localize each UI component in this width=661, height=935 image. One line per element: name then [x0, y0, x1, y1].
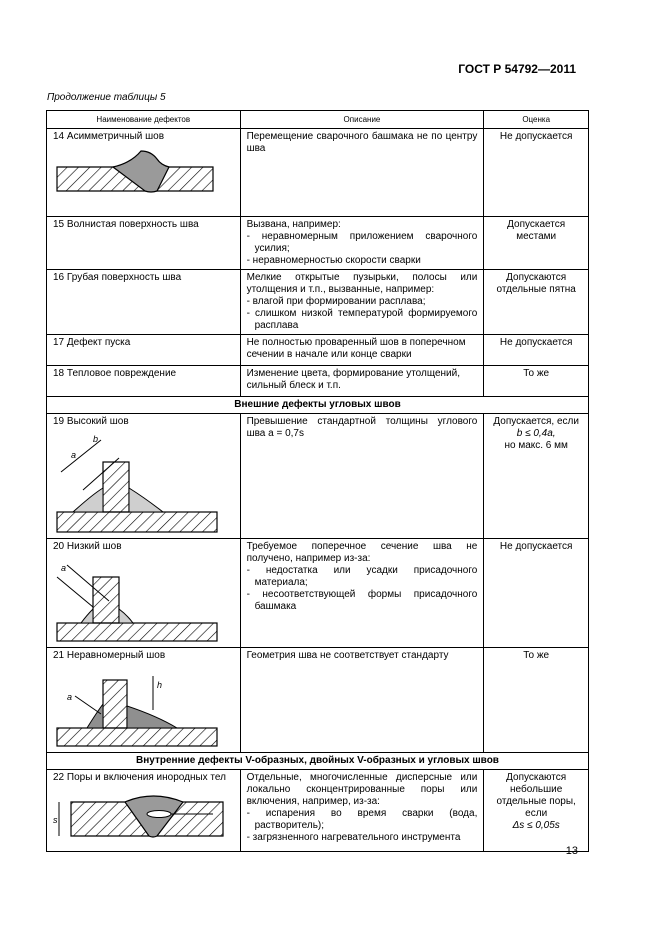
page-number: 13: [565, 845, 578, 857]
defect-description: Превышение стандартной толщины углового шва a = 0,7s: [246, 416, 478, 439]
dimension-line: [57, 577, 93, 607]
defect-evaluation-cell: [484, 648, 589, 753]
defect-name: 19 Высокий шов: [53, 416, 129, 427]
description-item: - влагой при формировании расплава;: [246, 296, 426, 307]
table-row: [47, 770, 589, 852]
defect-evaluation: но макс. 6 мм: [504, 440, 568, 451]
defect-evaluation-cell: [484, 270, 589, 335]
defect-name: 17 Дефект пуска: [53, 337, 131, 348]
description-list: [247, 296, 478, 332]
defect-evaluation: Не допускается: [499, 541, 573, 552]
base-plate: [57, 623, 217, 641]
defect-name-cell: [47, 414, 241, 539]
defect-evaluation-cell: [484, 129, 589, 217]
section-title: Внутренние дефекты V-образных, двойных V-образных и угловых швов: [47, 753, 589, 770]
table-row: [47, 129, 589, 217]
defect-name: 16 Грубая поверхность шва: [53, 272, 182, 283]
table-header-row: [47, 111, 589, 129]
defect-evaluation-cell: [484, 414, 589, 539]
table-row: [47, 648, 589, 753]
defect-description-cell: [240, 648, 484, 753]
defect-evaluation: То же: [523, 368, 550, 379]
defect-evaluation: b ≤ 0,4a,: [516, 428, 556, 439]
document-code: ГОСТ Р 54792—2011: [458, 62, 576, 76]
description-list: [247, 231, 478, 267]
asymmetric-weld-figure: [53, 147, 217, 199]
table-row: [47, 217, 589, 270]
table-row: [47, 414, 589, 539]
dimension-label-s: s: [53, 815, 58, 825]
dimension-line: [61, 440, 101, 472]
dimension-label-h: h: [157, 680, 163, 690]
defect-description-cell: [240, 539, 484, 648]
defect-description-cell: [240, 217, 484, 270]
dimension-label-a: a: [61, 563, 67, 573]
defect-name-cell: [47, 335, 241, 366]
defects-table: [46, 110, 589, 852]
section-title: Внешние дефекты угловых швов: [47, 397, 589, 414]
column-header-name: Наименование дефектов: [47, 111, 241, 129]
defect-evaluation: отдельные поры,: [496, 796, 576, 807]
defect-name: 22 Поры и включения инородных тел: [53, 772, 226, 783]
section-row-fillet: [47, 397, 589, 414]
pore: [147, 811, 171, 818]
vertical-plate: [103, 680, 127, 728]
defect-evaluation-cell: [484, 335, 589, 366]
description-intro: Вызвана, например:: [246, 219, 341, 230]
description-intro: Требуемое поперечное сечение шва не получено, например из-за:: [246, 541, 478, 564]
description-item: - неравномерностью скорости сварки: [246, 255, 421, 266]
description-item: - загрязненного нагревательного инструмента: [246, 832, 461, 843]
column-header-description: Описание: [240, 111, 484, 129]
description-item: - испарения во время сварки (вода, растворитель);: [246, 808, 478, 831]
defect-description: Геометрия шва не соответствует стандарту: [246, 650, 449, 661]
defect-name: 20 Низкий шов: [53, 541, 122, 552]
table-row: [47, 335, 589, 366]
description-intro: Мелкие открытые пузырьки, полосы или утолщения и т.п., вызванные, например:: [246, 272, 478, 295]
defect-evaluation: Допускаются отдельные пятна: [496, 272, 576, 295]
defect-description: Перемещение сварочного башмака не по центру шва: [246, 131, 478, 154]
defect-name-cell: [47, 129, 241, 217]
low-fillet-weld-figure: [53, 557, 223, 645]
defect-evaluation-cell: [484, 539, 589, 648]
dimension-label-a: a: [67, 692, 73, 702]
defect-evaluation: если: [525, 808, 548, 819]
defect-evaluation: Δs ≤ 0,05s: [512, 820, 560, 831]
defect-name-cell: [47, 539, 241, 648]
weld-bead: [87, 704, 177, 728]
defect-name-cell: [47, 770, 241, 852]
defect-description-cell: [240, 129, 484, 217]
dimension-label-b: b: [93, 434, 99, 444]
defect-name: 15 Волнистая поверхность шва: [53, 219, 199, 230]
uneven-fillet-weld-figure: [53, 666, 223, 750]
pores-inclusions-figure: [53, 788, 225, 844]
dimension-line: [75, 696, 101, 714]
description-item: - недостатка или усадки присадочного материала;: [246, 565, 478, 588]
defect-name-cell: [47, 217, 241, 270]
description-intro: Отдельные, многочисленные дисперсные или локально сконцентрированные поры или включения, например, из-за:: [246, 772, 478, 807]
section-row-internal: [47, 753, 589, 770]
description-list: [247, 808, 478, 844]
defect-evaluation: Не допускается: [499, 337, 573, 348]
description-list: [247, 565, 478, 613]
description-item: - неравномерным приложением сварочного усилия;: [246, 231, 478, 254]
defect-evaluation: Допускаются: [506, 772, 567, 783]
description-item: - слишком низкой температурой формируемого расплава: [246, 308, 478, 331]
defect-description: Изменение цвета, формирование утолщений, сильный блеск и т.п.: [246, 368, 460, 391]
defect-name-cell: [47, 270, 241, 335]
table-row: [47, 366, 589, 397]
defect-name: 18 Тепловое повреждение: [53, 368, 177, 379]
column-header-evaluation: Оценка: [484, 111, 589, 129]
table-row: [47, 539, 589, 648]
defect-name-cell: [47, 366, 241, 397]
base-plate: [57, 728, 217, 746]
defect-evaluation: небольшие: [510, 784, 563, 795]
defect-description-cell: [240, 770, 484, 852]
defect-description-cell: [240, 366, 484, 397]
defect-name: 14 Асимметричный шов: [53, 131, 165, 142]
defect-name-cell: [47, 648, 241, 753]
table-row: [47, 270, 589, 335]
base-plate: [57, 512, 217, 532]
defect-evaluation: Допускается местами: [507, 219, 566, 242]
defect-description-cell: [240, 414, 484, 539]
dimension-label-a: a: [71, 450, 77, 460]
defect-evaluation: То же: [523, 650, 550, 661]
vertical-plate: [93, 577, 119, 623]
defect-description-cell: [240, 335, 484, 366]
defect-name: 21 Неравномерный шов: [53, 650, 166, 661]
defect-evaluation-cell: [484, 217, 589, 270]
defect-evaluation-cell: [484, 770, 589, 852]
defect-description-cell: [240, 270, 484, 335]
vertical-plate: [103, 462, 129, 512]
defect-evaluation: Не допускается: [499, 131, 573, 142]
description-item: - несоответствующей формы присадочного башмака: [246, 589, 478, 612]
defect-evaluation: Допускается, если: [493, 416, 579, 427]
table-continuation-label: Продолжение таблицы 5: [47, 92, 166, 103]
defect-evaluation-cell: [484, 366, 589, 397]
high-fillet-weld-figure: [53, 432, 223, 536]
defect-description: Не полностью проваренный шов в поперечном сечении в начале или конце сварки: [246, 337, 466, 360]
